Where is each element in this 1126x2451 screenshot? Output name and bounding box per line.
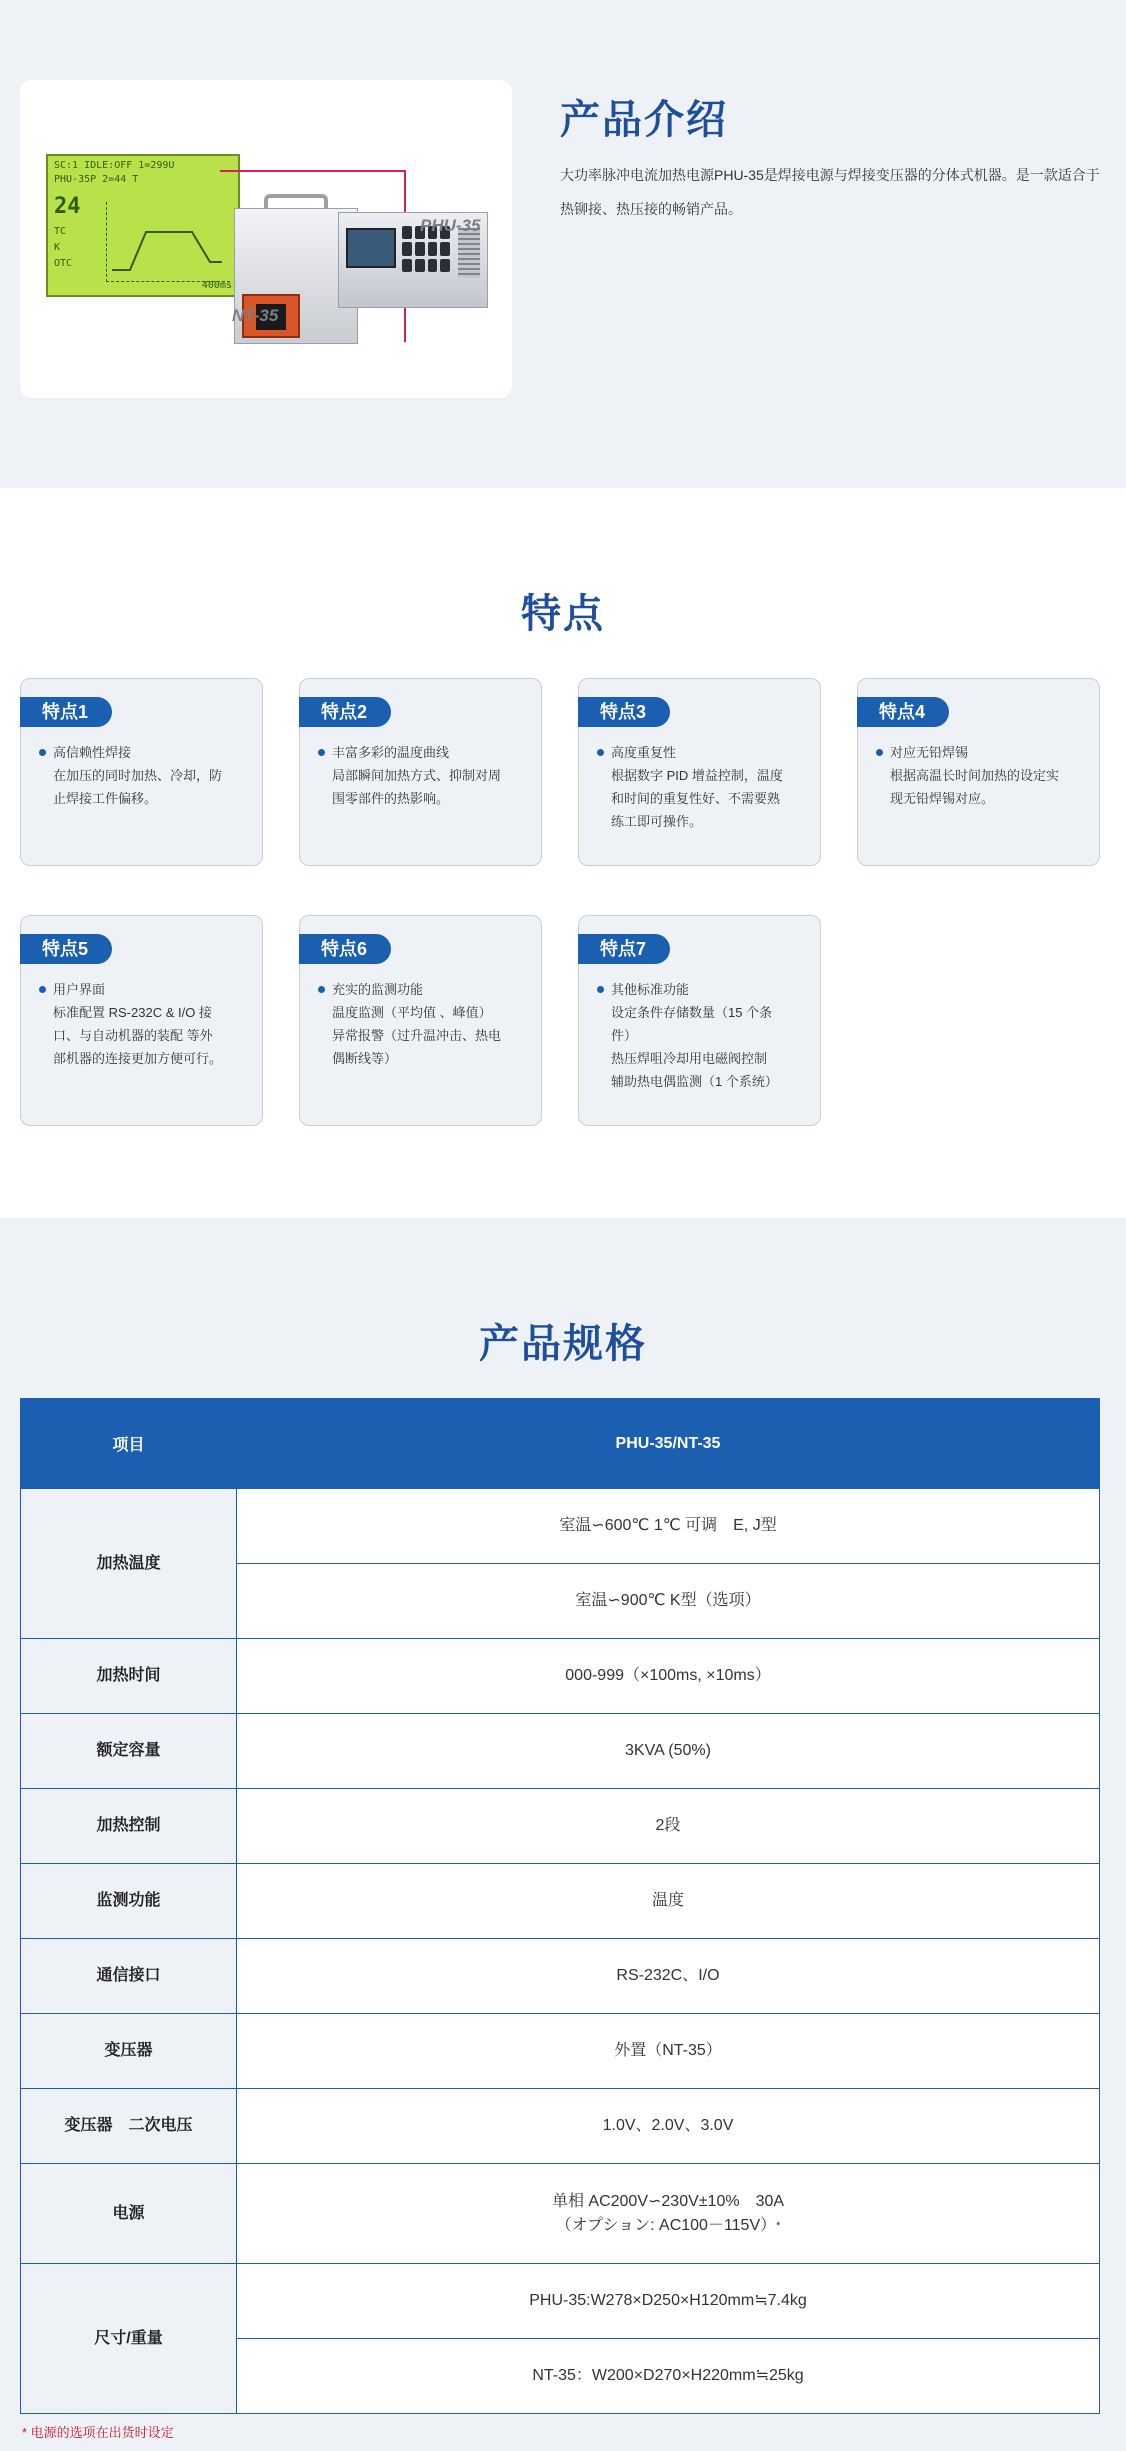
- pointer-line: [220, 170, 406, 172]
- feature-description-line: 设定条件存储数量（15 个条: [611, 1005, 773, 1020]
- feature-description-line: 练工即可操作。: [611, 814, 703, 829]
- row-label-monitor: 监测功能: [21, 1864, 237, 1939]
- feature-heading: 丰富多彩的温度曲线: [318, 741, 527, 764]
- feature-heading: 其他标准功能: [597, 978, 806, 1001]
- row-label-comm: 通信接口: [21, 1939, 237, 2014]
- feature-description-line: 和时间的重复性好、不需要熟: [611, 791, 781, 806]
- feature-body: [318, 978, 527, 1070]
- feature-badge: 特点6: [299, 934, 391, 964]
- label-nt35: NT-35: [232, 306, 279, 325]
- feature-card: [20, 915, 263, 1126]
- lcd-side-1: TC: [54, 226, 67, 237]
- temperature-curve-icon: [112, 212, 222, 272]
- feature-heading: 高信赖性焊接: [39, 741, 248, 764]
- value-heat-time: 000-999（×100ms, ×10ms）: [237, 1639, 1100, 1714]
- feature-badge: 特点7: [578, 934, 670, 964]
- feature-badge: 特点1: [20, 697, 112, 727]
- row-label-power: 电源: [21, 2164, 237, 2264]
- value-size-2: NT-35：W200×D270×H220mm≒25kg: [237, 2339, 1100, 2414]
- features-title: 特点: [521, 592, 605, 636]
- feature-description-line: 现无铅焊锡对应。: [890, 791, 995, 806]
- lcd-time: 400ms: [201, 280, 232, 291]
- value-monitor: 温度: [237, 1864, 1100, 1939]
- spec-title: 产品规格: [479, 1322, 647, 1366]
- intro-section: [0, 0, 1126, 488]
- row-label-size: 尺寸/重量: [21, 2264, 237, 2414]
- feature-badge: 特点4: [857, 697, 949, 727]
- feature-badge: 特点2: [299, 697, 391, 727]
- table-row: [21, 1714, 1100, 1789]
- value-comm: RS-232C、I/O: [237, 1939, 1100, 2014]
- value-power-2: （オプション: AC100－115V）: [555, 2216, 777, 2234]
- feature-description-line: 标准配置 RS-232C & I/O 接: [53, 1005, 212, 1020]
- feature-description-line: 根据高温长时间加热的设定实: [890, 768, 1060, 783]
- lcd-line-2: PHU-35P 2=44 T: [54, 174, 139, 185]
- feature-body: [318, 741, 527, 810]
- value-size-1: PHU-35:W278×D250×H120mm≒7.4kg: [237, 2264, 1100, 2339]
- feature-card: [578, 915, 821, 1126]
- feature-body: [39, 978, 248, 1070]
- header-model: PHU-35/NT-35: [237, 1399, 1100, 1489]
- feature-card: [578, 678, 821, 866]
- feature-body: [876, 741, 1085, 810]
- header-item: 项目: [21, 1399, 237, 1489]
- feature-description-line: 围零部件的热影响。: [332, 791, 450, 806]
- value-heat-temp-2: 室温∽900℃ K型（选项）: [237, 1564, 1100, 1639]
- value-control: 2段: [237, 1789, 1100, 1864]
- feature-description-line: 热压焊咀冷却用电磁阀控制: [611, 1051, 768, 1066]
- value-power-1: 单相 AC200V∽230V±10% 30A: [551, 2192, 785, 2210]
- feature-description-line: 口、与自动机器的装配 等外: [53, 1028, 213, 1043]
- row-label-heat-temp: 加热温度: [21, 1489, 237, 1639]
- feature-card: [20, 678, 263, 866]
- feature-description-line: 温度监测（平均值 、峰值）: [332, 1005, 492, 1020]
- feature-description-line: 止焊接工件偏移。: [53, 791, 158, 806]
- feature-description-line: 在加压的同时加热、冷却，防: [53, 768, 223, 783]
- feature-card: [299, 678, 542, 866]
- footnote-mark: *: [776, 2219, 781, 2232]
- value-power: [237, 2164, 1100, 2264]
- row-label-transformer: 变压器: [21, 2014, 237, 2089]
- feature-heading: 充实的监测功能: [318, 978, 527, 1001]
- feature-body: [39, 741, 248, 810]
- feature-card: [299, 915, 542, 1126]
- value-capacity: 3KVA (50%): [237, 1714, 1100, 1789]
- feature-body: [597, 741, 806, 833]
- row-label-heat-time: 加热时间: [21, 1639, 237, 1714]
- intro-title: 产品介绍: [560, 98, 728, 142]
- lcd-side-2: K: [54, 242, 61, 253]
- row-label-secondary: 变压器 二次电压: [21, 2089, 237, 2164]
- table-row: [21, 1639, 1100, 1714]
- table-row: [21, 1789, 1100, 1864]
- feature-description-line: 异常报警（过升温冲击、热电: [332, 1028, 502, 1043]
- lcd-line-1: SC:1 IDLE:OFF 1=299U: [54, 160, 175, 171]
- table-row: [21, 1939, 1100, 2014]
- table-row: [21, 2164, 1100, 2264]
- table-row: [21, 2014, 1100, 2089]
- lcd-display-illustration: [46, 154, 240, 297]
- feature-description-line: 辅助热电偶监测（1 个系统）: [611, 1074, 778, 1089]
- feature-badge: 特点3: [578, 697, 670, 727]
- table-row: [21, 2089, 1100, 2164]
- table-row: [21, 1489, 1100, 1564]
- value-transformer: 外置（NT-35）: [237, 2014, 1100, 2089]
- feature-card: [857, 678, 1100, 866]
- spec-header-row: [21, 1399, 1100, 1489]
- feature-description-line: 部机器的连接更加方便可行。: [53, 1051, 223, 1066]
- value-heat-temp-1: 室温∽600℃ 1℃ 可调 E, J型: [237, 1489, 1100, 1564]
- feature-badge: 特点5: [20, 934, 112, 964]
- value-power-2-wrap: [237, 2214, 1099, 2238]
- table-row: [21, 1864, 1100, 1939]
- table-row: [21, 2264, 1100, 2339]
- spec-table: [20, 1398, 1100, 2414]
- feature-heading: 对应无铅焊锡: [876, 741, 1085, 764]
- lcd-temp: 24: [54, 194, 81, 219]
- value-secondary: 1.0V、2.0V、3.0V: [237, 2089, 1100, 2164]
- feature-description-line: 根据数字 PID 增益控制，温度: [611, 768, 783, 783]
- product-image-card: [20, 80, 512, 398]
- row-label-capacity: 额定容量: [21, 1714, 237, 1789]
- lcd-side-3: OTC: [54, 258, 73, 269]
- footnote: * 电源的选项在出货时设定: [22, 2425, 174, 2440]
- unit-screen-icon: [346, 228, 396, 268]
- label-phu35: PHU-35: [420, 216, 481, 235]
- feature-heading: 高度重复性: [597, 741, 806, 764]
- feature-heading: 用户界面: [39, 978, 248, 1001]
- feature-description-line: 偶断线等）: [332, 1051, 398, 1066]
- row-label-control: 加热控制: [21, 1789, 237, 1864]
- feature-description-line: 件）: [611, 1028, 638, 1043]
- feature-body: [597, 978, 806, 1093]
- feature-description-line: 局部瞬间加热方式、抑制对周: [332, 768, 502, 783]
- intro-text: 大功率脉冲电流加热电源PHU-35是焊接电源与焊接变压器的分体式机器。是一款适合于热铆接、热压接的畅销产品。: [560, 167, 1100, 217]
